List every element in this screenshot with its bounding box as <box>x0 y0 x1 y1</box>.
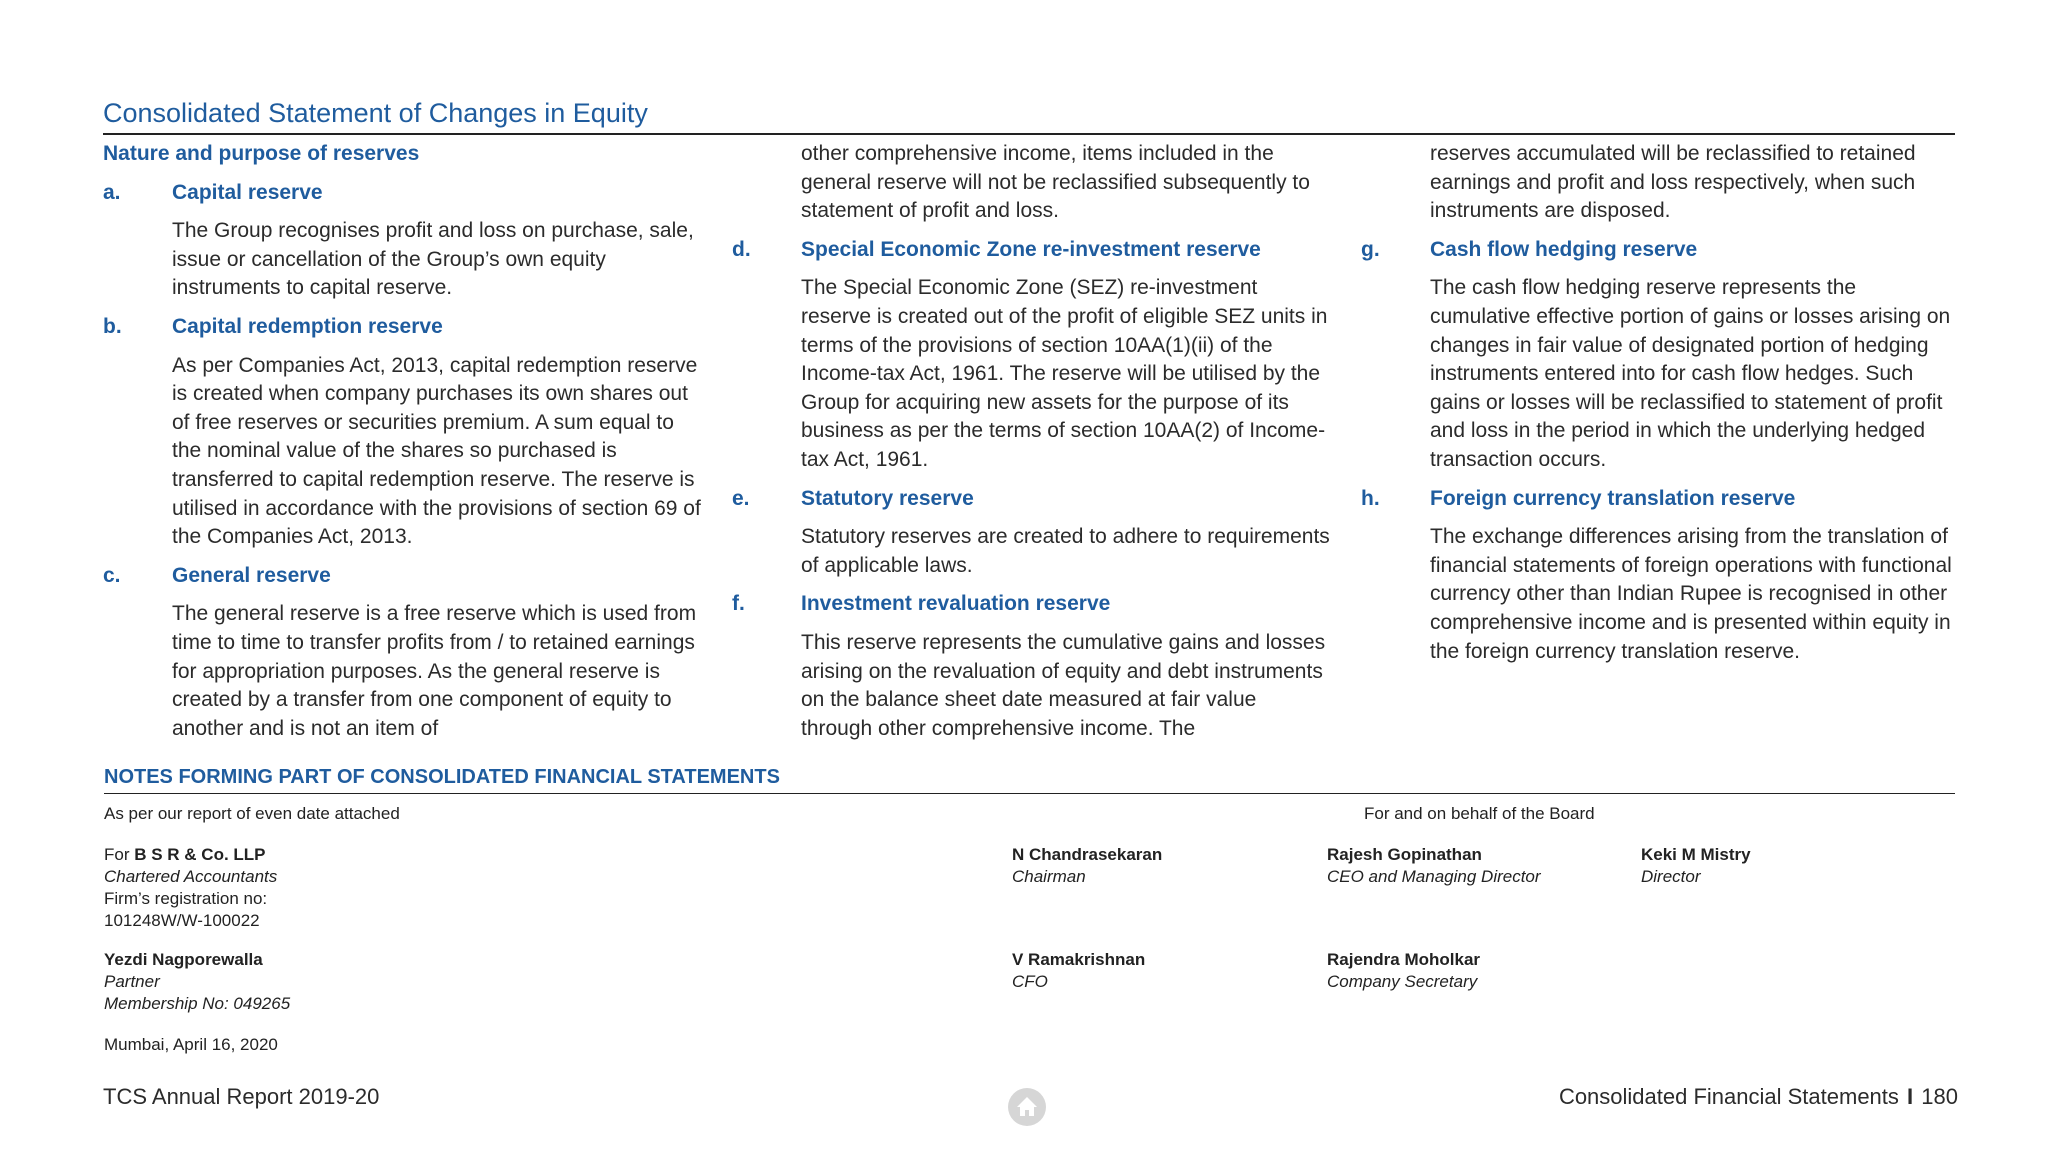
partner-role: Partner <box>104 972 160 991</box>
home-icon <box>1008 1088 1046 1126</box>
section-f-letter: f. <box>732 592 745 616</box>
section-b-letter: b. <box>103 314 122 338</box>
firm-reg-no: 101248W/W-100022 <box>104 911 260 930</box>
column-2 <box>732 140 1332 753</box>
section-d-title: Special Economic Zone re-investment reserve <box>801 237 1261 261</box>
intro-heading: Nature and purpose of reserves <box>103 142 420 165</box>
partner-name: Yezdi Nagporewalla <box>104 950 263 969</box>
section-g-heading <box>1361 236 1961 265</box>
signatory-1 <box>1012 844 1162 888</box>
section-g-letter: g. <box>1361 237 1380 261</box>
signatory-5-role: Company Secretary <box>1327 972 1478 991</box>
footer-report-title: TCS Annual Report 2019-20 <box>103 1084 380 1109</box>
page-number: 180 <box>1921 1084 1958 1109</box>
section-e-title: Statutory reserve <box>801 486 974 510</box>
section-b-title: Capital redemption reserve <box>172 314 443 338</box>
place-date: Mumbai, April 16, 2020 <box>104 1035 278 1054</box>
signatory-2 <box>1327 844 1541 888</box>
section-f-title: Investment revaluation reserve <box>801 592 1111 616</box>
section-h-letter: h. <box>1361 486 1380 510</box>
signatory-2-name: Rajesh Gopinathan <box>1327 845 1482 864</box>
partner-block <box>104 949 290 1015</box>
section-b-body: As per Companies Act, 2013, capital redemption reserve is created when company purchases its own shares out of free reserves or securities premium. A sum equal to the nominal value of the shares so purchased is transferred to capital redemption reserve. The reserve is utilised in accordance with the provisions of section 69 of the Companies Act, 2013. <box>172 353 701 549</box>
section-d-heading <box>732 236 1332 265</box>
section-e-heading <box>732 485 1332 514</box>
signatory-5 <box>1327 949 1480 993</box>
section-h-body: The exchange differences arising from the translation of financial statements of foreign operations with functional currency other than Indian Rupee is recognised in other comprehensive income and is presented within equity in the foreign currency translation reserve. <box>1430 525 1952 663</box>
section-d-letter: d. <box>732 237 751 261</box>
signatory-3 <box>1641 844 1751 888</box>
signatory-1-role: Chairman <box>1012 867 1086 886</box>
firm-type: Chartered Accountants <box>104 867 278 886</box>
column-1 <box>103 140 703 753</box>
section-a-body: The Group recognises profit and loss on purchase, sale, issue or cancellation of the Group’s own equity instruments to capital reserve. <box>172 219 694 300</box>
section-a-heading <box>103 179 703 208</box>
section-c-heading <box>103 562 703 591</box>
signatory-5-name: Rajendra Moholkar <box>1327 950 1481 969</box>
section-d-body: The Special Economic Zone (SEZ) re-investment reserve is created out of the profit of eligible SEZ units in terms of the provisions of section 10AA(1)(ii) of the Income-tax Act, 1961. The reserve will be utilised by the Group for acquiring new assets for the purpose of its business as per the terms of section 10AA(2) of Income-tax Act, 1961. <box>801 276 1328 471</box>
footer-separator: I <box>1907 1084 1914 1109</box>
section-c-body: The general reserve is a free reserve which is used from time to time to transfer profits from / to retained earnings for appropriation purposes. As the general reserve is created by a transfer from one component of equity to another and is not an item of <box>172 602 697 740</box>
signatory-2-role: CEO and Managing Director <box>1327 867 1541 886</box>
board-line: For and on behalf of the Board <box>1364 804 1595 823</box>
section-b-heading <box>103 313 703 342</box>
section-c-title: General reserve <box>172 563 331 587</box>
section-g-body: The cash flow hedging reserve represents the cumulative effective portion of gains or losses arising on changes in fair value of designated portion of hedging instruments entered into for cash flow hedges. Such gains or losses will be reclassified to statement of profit and loss in the period in which the underlying hedged transaction occurs. <box>1430 276 1951 471</box>
column-3 <box>1361 140 1961 676</box>
signatory-4 <box>1012 949 1145 993</box>
home-button[interactable] <box>1008 1088 1046 1126</box>
section-h-heading <box>1361 485 1961 514</box>
section-g-title: Cash flow hedging reserve <box>1430 237 1698 261</box>
section-f-body: This reserve represents the cumulative gains and losses arising on the revaluation of equity and debt instruments on the balance sheet date measured at fair value through other comprehensive income. The <box>801 630 1326 740</box>
firm-prefix: For <box>104 845 135 864</box>
section-c-letter: c. <box>103 563 121 587</box>
page-title: Consolidated Statement of Changes in Equity <box>103 98 1955 135</box>
signatory-1-name: N Chandrasekaran <box>1012 845 1163 864</box>
section-f-continued: reserves accumulated will be reclassified to retained earnings and profit and loss respectively, when such instruments are disposed. <box>1430 142 1916 223</box>
signatory-3-name: Keki M Mistry <box>1641 845 1751 864</box>
footer-right <box>1559 1084 1958 1110</box>
section-c-continued: other comprehensive income, items included in the general reserve will not be reclassified subsequently to statement of profit and loss. <box>801 142 1310 223</box>
firm-name: B S R & Co. LLP <box>134 845 266 864</box>
section-a-title: Capital reserve <box>172 180 323 204</box>
auditor-block <box>104 844 277 932</box>
section-h-title: Foreign currency translation reserve <box>1430 486 1796 510</box>
signatory-4-name: V Ramakrishnan <box>1012 950 1146 969</box>
section-f-heading <box>732 590 1332 619</box>
membership-no: Membership No: 049265 <box>104 994 291 1013</box>
report-line: As per our report of even date attached <box>104 804 400 823</box>
section-a-letter: a. <box>103 180 121 204</box>
footer-section-label: Consolidated Financial Statements <box>1558 1084 1899 1109</box>
firm-line <box>104 844 277 866</box>
signatory-4-role: CFO <box>1012 972 1048 991</box>
firm-reg-label: Firm’s registration no: <box>104 889 268 908</box>
section-e-letter: e. <box>732 486 750 510</box>
notes-title: NOTES FORMING PART OF CONSOLIDATED FINANCIAL STATEMENTS <box>104 766 1955 794</box>
signatory-3-role: Director <box>1641 867 1701 886</box>
section-e-body: Statutory reserves are created to adhere to requirements of applicable laws. <box>801 525 1330 577</box>
